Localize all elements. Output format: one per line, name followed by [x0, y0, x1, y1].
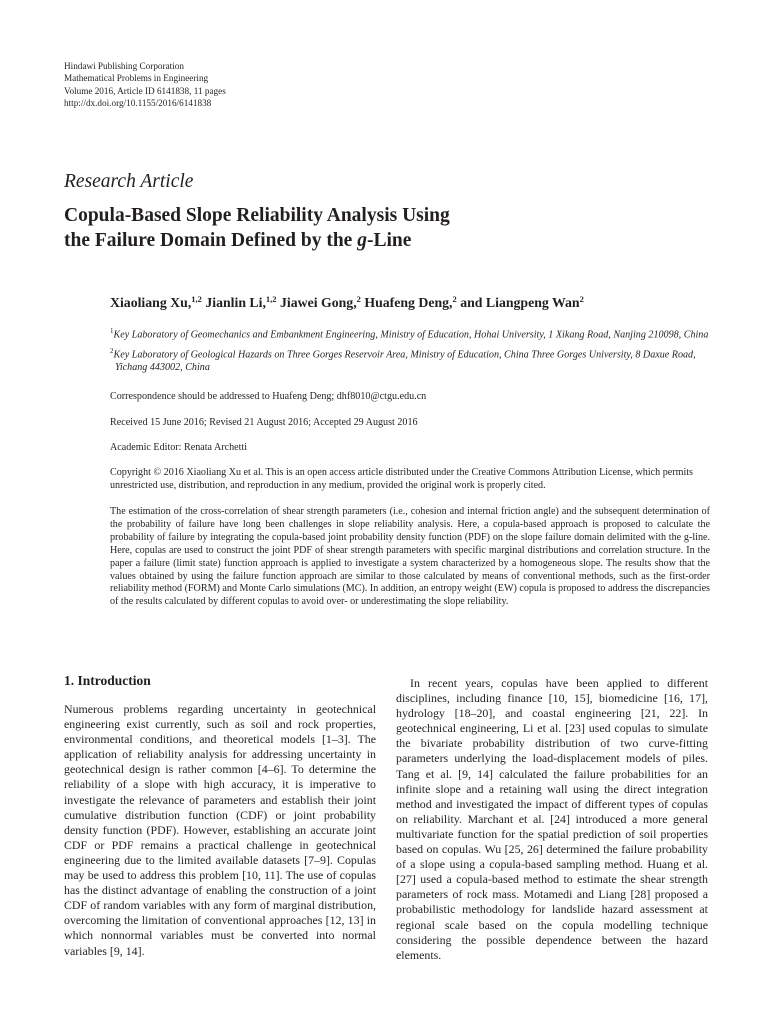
journal-name: Mathematical Problems in Engineering [64, 73, 209, 84]
author-affil-sup: 1,2 [265, 294, 277, 304]
author-name: and Liangpeng Wan [460, 295, 580, 310]
title-line-1: Copula-Based Slope Reliability Analysis Using [64, 205, 450, 226]
title-line-2-prefix: the Failure Domain Defined by the [64, 230, 358, 251]
intro-paragraph-left: Numerous problems regarding uncertainty in geotechnical engineering exist currently, such as soil and rock properties, environmental conditions, and theoretical models [1–3]. The application of reliability analysis for addressing uncertainty in geotechnical design is rather common [4–6]. To determine the reliability of a slope with high accuracy, it is imperative to investigate the relevance of parameters and establish their joint cumulative distribution function (CDF) or joint probability density function (PDF). However, establishing an accurate joint CDF or PDF remains a practical challenge in geotechnical engineering due to the limited available datasets [7–9]. Copulas may be used to address this problem [10, 11]. The use of copulas has the distinct advantage of enabling the construction of a joint CDF of random variables with any form of marginal distribution, overcoming the limitation of conventional approaches [12, 13] in which nonnormal variables must be converted into normal variables [9, 14]. [64, 702, 376, 958]
affiliation-number: 2 [110, 346, 114, 355]
section-heading-introduction: 1. Introduction [64, 673, 151, 688]
publisher-name: Hindawi Publishing Corporation [64, 61, 184, 71]
affiliation-2 [110, 345, 710, 375]
affiliation-text: Key Laboratory of Geomechanics and Embankment Engineering, Ministry of Education, Hohai University, 1 Xikang Road, Nanjing 210098, China [113, 329, 709, 341]
title-g-symbol: g [357, 230, 367, 251]
author-name: Jiawei Gong, [280, 295, 357, 310]
author-affil-sup: 2 [579, 294, 584, 304]
author-affil-sup: 2 [452, 294, 457, 304]
affiliation-1 [110, 325, 710, 342]
author-name: Xiaoliang Xu, [110, 295, 192, 310]
affiliation-text: Key Laboratory of Geological Hazards on Three Gorges Reservoir Area, Ministry of Education, China Three Gorges University, 8 Daxue Road, Yichang 443002, China [113, 349, 696, 373]
academic-editor: Academic Editor: Renata Archetti [110, 442, 248, 453]
title-line-2 [64, 228, 684, 253]
author-name: Jianlin Li, [205, 295, 266, 310]
title-line-2-suffix: -Line [366, 230, 412, 251]
author-affil-sup: 1,2 [191, 294, 202, 304]
doi-link[interactable]: http://dx.doi.org/10.1155/2016/6141838 [64, 98, 212, 109]
author-affil-sup: 2 [356, 294, 361, 304]
received-dates: Received 15 June 2016; Revised 21 August 2016; Accepted 29 August 2016 [110, 417, 418, 428]
author-name: Huafeng Deng, [364, 295, 453, 310]
intro-paragraph-right: In recent years, copulas have been applied to different disciplines, including finance [10, 15], biomedicine [16, 17], hydrology [18–20], and coastal engineering [21, 22]. In geotechnical engineering, Li et al. [23] used copulas to simulate the bivariate probability distribution of two curve-fitting parameters underlying the load-displacement models of piles. Tang et al. [9, 14] calculated the failure probabilities for an infinite slope and a retaining wall using the direct integration method and investigated the impact of different types of copulas on reliability. Marchant et al. [24] introduced a more general multivariate function for the spatial prediction of soil properties based on copulas. Wu [25, 26] determined the failure probability of a slope using a copula-based sampling method. Huang et al. [27] used a copula-based method to estimate the shear strength parameters of rock mass. Motamedi and Liang [28] proposed a probabilistic methodology for landslide hazard assessment at regional scale based on the copula modelling technique considering the possible dependence between the hazard elements. [396, 676, 708, 962]
abstract: The estimation of the cross-correlation of shear strength parameters (i.e., cohesion and internal friction angle) and the subsequent determination of the probability of failure have long been challenges in slope reliability analysis. Here, a copula-based approach is proposed to calculate the probability of failure by integrating the copula-based joint probability density function (PDF) on the slope failure domain delimited with the g-line. Here, copulas are used to construct the joint PDF of shear strength parameters with specific marginal distributions and correlation structure. In the paper a failure (limit state) function approach is applied to investigate a system characterized by a homogeneous slope. The results show that the values obtained by using the failure function approach are similar to those calculated by means of conventional methods, such as the first-order reliability method (FORM) and Monte Carlo simulations (MC). In addition, an entropy weight (EW) copula is proposed to address the discrepancies of the results calculated by different copulas to avoid over- or underestimating the slope reliability. [110, 506, 710, 608]
affiliation-number: 1 [110, 327, 114, 335]
paper-title [64, 203, 684, 253]
copyright-notice: Copyright © 2016 Xiaoliang Xu et al. This is an open access article distributed under the Creative Commons Attribution License, which permits unrestricted use, distribution, and reproduction in any medium, provided the original work is properly cited. [110, 467, 693, 491]
affiliations [110, 325, 710, 378]
volume-info: Volume 2016, Article ID 6141838, 11 pages [64, 85, 226, 96]
author-list [110, 294, 584, 311]
journal-header [64, 60, 226, 110]
correspondence: Correspondence should be addressed to Huafeng Deng; dhf8010@ctgu.edu.cn [110, 391, 427, 402]
article-type: Research Article [64, 171, 194, 192]
